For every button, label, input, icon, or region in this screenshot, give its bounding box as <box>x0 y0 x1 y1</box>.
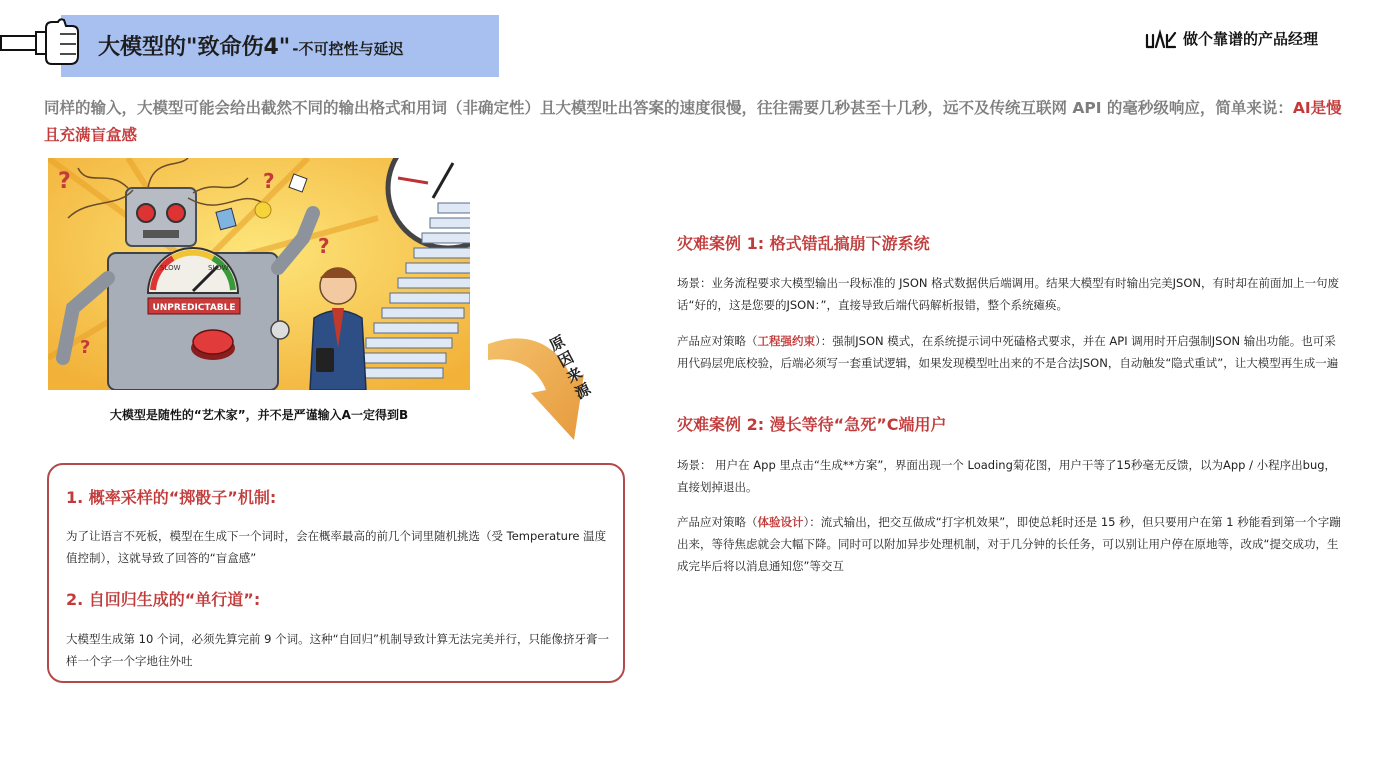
case1-strategy-highlight: 工程强约束 <box>757 334 815 348</box>
case2-strategy-highlight: 体验设计 <box>757 515 804 529</box>
svg-text:?: ? <box>318 234 330 258</box>
gauge-label-left: SLOW <box>160 264 181 272</box>
unpredictable-badge: UNPREDICTABLE <box>152 303 236 313</box>
intro-highlight: AI是慢且充满盲盒感 <box>44 99 1342 144</box>
pointing-hand-icon <box>0 16 84 72</box>
mechanism-item2-text: 大模型生成第 10 个词，必须先算完前 9 个词。这种“自回归”机制导致计算无法完美并行，只能像挤牙膏一样一个字一个字地往外吐 <box>66 632 609 668</box>
case1-scene: 场景：业务流程要求大模型输出一段标准的 JSON 格式数据供后端调用。结果大模型有时输出完美JSON，有时却在前面加上一句废话“好的，这是您要的JSON：”，直接导致后端代码解析报错，整个系统瘫痪。 <box>677 276 1339 312</box>
case2-strategy-prefix: 产品应对策略（ <box>677 515 758 529</box>
case1-strategy <box>677 330 1347 374</box>
brand-logo-icon <box>1145 29 1177 49</box>
intro-text: 同样的输入，大模型可能会给出截然不同的输出格式和用词（非确定性）且大模型吐出答案的速度很慢，往往需要几秒甚至十几秒，远不及传统互联网 API 的毫秒级响应，简单来说： <box>44 99 1293 117</box>
mechanism-box <box>47 463 625 683</box>
page-title <box>98 30 403 61</box>
mechanism-item1-title: 1. 概率采样的“掷骰子”机制: <box>66 488 277 507</box>
illustration-svg <box>48 158 470 390</box>
intro-paragraph <box>44 95 1354 149</box>
title-subtitle: -不可控性与延迟 <box>292 40 404 58</box>
case2-title: 灾难案例 2: 漫长等待“急死”C端用户 <box>677 415 947 434</box>
case2-strategy-text: ）：流式输出，把交互做成“打字机效果”，即使总耗时还是 15 秒，但只要用户在第 1 秒能看到第一个字蹦出来，等待焦虑就会大幅下降。同时可以附加异步处理机制，对于几分钟的长任务，可以别让用户停在原地等，改成“提交成功，生成完毕后将以消息通知您”等交互 <box>677 515 1341 573</box>
mechanism-item1-text: 为了让语言不死板，模型在生成下一个词时，会在概率最高的前几个词里随机挑选（受 Temperature 温度值控制），这就导致了回答的“盲盒感” <box>66 529 607 565</box>
case2-strategy <box>677 511 1347 577</box>
brand <box>1145 28 1318 49</box>
mechanism-item2-title: 2. 自回归生成的“单行道”: <box>66 590 261 609</box>
illustration-caption: 大模型是随性的“艺术家”，并不是严谨输入A一定得到B <box>109 408 409 422</box>
robot-illustration <box>48 158 470 390</box>
svg-text:?: ? <box>263 169 275 193</box>
case1-title: 灾难案例 1: 格式错乱搞崩下游系统 <box>677 234 930 253</box>
case2-scene: 场景： 用户在 App 里点击“生成**方案”，界面出现一个 Loading菊花图，用户干等了15秒毫无反馈，以为App / 小程序出bug，直接划掉退出。 <box>677 458 1337 494</box>
svg-text:?: ? <box>58 169 71 194</box>
case1-strategy-prefix: 产品应对策略（ <box>677 334 758 348</box>
arrow-label: 原因来源 <box>545 332 595 405</box>
gauge-label-right: SLOW <box>208 264 229 272</box>
brand-name: 做个靠谱的产品经理 <box>1183 30 1319 48</box>
case1-strategy-text: ）：强制JSON 模式，在系统提示词中死磕格式要求，并在 API 调用时开启强制JSON 输出功能。也可采用代码层兜底校验，后端必须写一套重试逻辑，如果发现模型吐出来的不是合法JSON，自动触发“隐式重试”，让大模型再生成一遍 <box>677 334 1339 370</box>
svg-text:?: ? <box>80 337 91 358</box>
title-main-text: 大模型的"致命伤4" <box>98 35 291 60</box>
